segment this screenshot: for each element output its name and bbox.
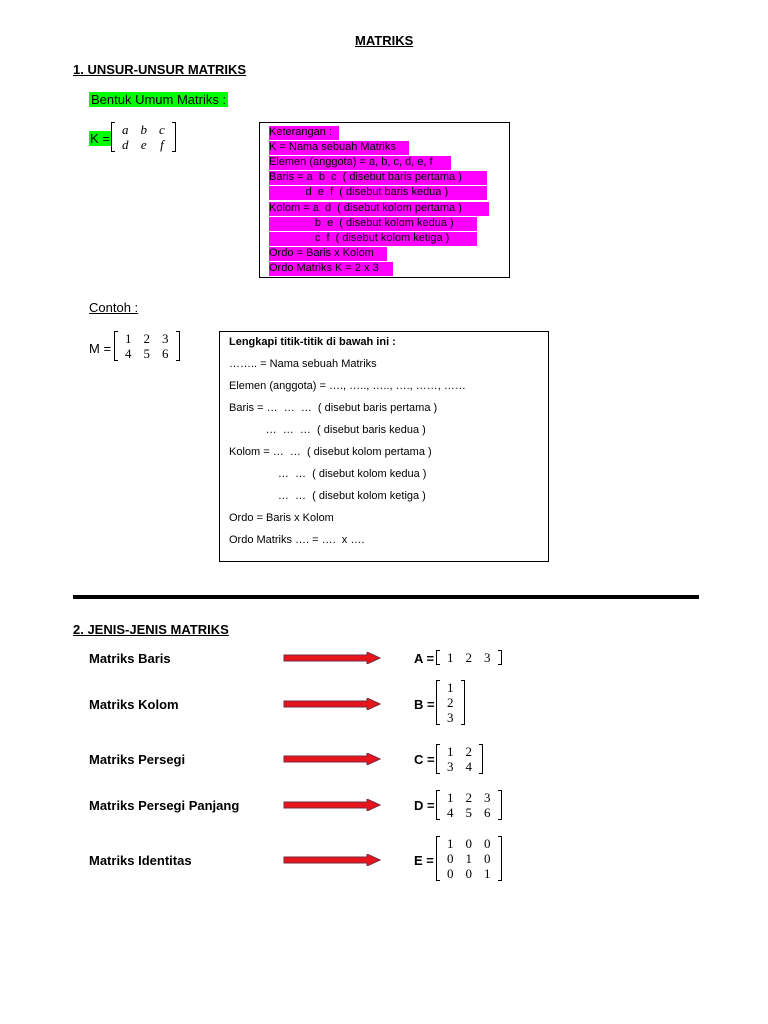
lengkapi-line: … … ( disebut kolom ketiga ) bbox=[229, 490, 426, 502]
jenis-matrix bbox=[436, 680, 465, 725]
matrix-cell: 2 bbox=[465, 790, 472, 805]
matrix-cell: 3 bbox=[447, 759, 454, 774]
section1-heading: 1. UNSUR-UNSUR MATRIKS bbox=[73, 62, 247, 77]
keterangan-line: d e f ( disebut baris kedua ) bbox=[269, 186, 487, 200]
matrix-cell: 3 bbox=[162, 331, 169, 346]
matrix-cell: 1 bbox=[484, 866, 491, 881]
jenis-eq-label: B = bbox=[414, 697, 435, 712]
matrix-cell: 4 bbox=[447, 805, 454, 820]
jenis-matrix bbox=[436, 650, 502, 665]
lengkapi-line: … … … ( disebut baris kedua ) bbox=[229, 424, 426, 436]
matrix-cell: 2 bbox=[465, 650, 472, 665]
jenis-matrix bbox=[436, 790, 502, 820]
section2-heading: 2. JENIS-JENIS MATRIKS bbox=[73, 622, 229, 637]
m-label: M = bbox=[89, 341, 112, 356]
m-matrix bbox=[114, 331, 180, 361]
matrix-cell: 1 bbox=[447, 650, 454, 665]
matrix-cell: 0 bbox=[447, 866, 454, 881]
k-matrix bbox=[111, 122, 176, 152]
lengkapi-line: Elemen (anggota) = …., ….., ….., …., ……, …… bbox=[229, 380, 466, 392]
matrix-cell: b bbox=[140, 122, 147, 137]
matrix-cell: 4 bbox=[465, 759, 472, 774]
matrix-cell: 1 bbox=[447, 680, 454, 695]
lengkapi-title: Lengkapi titik-titik di bawah ini : bbox=[229, 336, 396, 348]
arrow-right-icon bbox=[283, 698, 381, 710]
bentuk-umum-label: Bentuk Umum Matriks : bbox=[91, 92, 227, 107]
matrix-cell: 1 bbox=[447, 836, 454, 851]
jenis-eq-label: D = bbox=[414, 798, 435, 813]
jenis-label: Matriks Identitas bbox=[89, 853, 192, 868]
jenis-eq-label: A = bbox=[414, 651, 435, 666]
matrix-cell: 1 bbox=[447, 744, 454, 759]
arrow-right-icon bbox=[283, 652, 381, 664]
matrix-cell: 3 bbox=[447, 710, 454, 725]
arrow-right-icon bbox=[283, 854, 381, 866]
matrix-cell: 1 bbox=[465, 851, 472, 866]
matrix-cell: 1 bbox=[447, 790, 454, 805]
matrix-cell: 0 bbox=[465, 866, 472, 881]
arrow-right-icon bbox=[283, 753, 381, 765]
matrix-cell: d bbox=[122, 137, 129, 152]
matrix-cell: 6 bbox=[484, 805, 491, 820]
jenis-matrix bbox=[436, 836, 502, 881]
matrix-cell: 0 bbox=[447, 851, 454, 866]
keterangan-line: Elemen (anggota) = a, b, c, d, e, f bbox=[269, 156, 451, 170]
jenis-matrix bbox=[436, 744, 483, 774]
lengkapi-line: Ordo Matriks …. = …. x …. bbox=[229, 534, 365, 546]
jenis-label: Matriks Persegi Panjang bbox=[89, 798, 240, 813]
keterangan-line: b e ( disebut kolom kedua ) bbox=[269, 217, 477, 231]
lengkapi-line: Ordo = Baris x Kolom bbox=[229, 512, 334, 524]
jenis-label: Matriks Persegi bbox=[89, 752, 186, 767]
jenis-eq-label: E = bbox=[414, 853, 434, 868]
matrix-cell: 4 bbox=[125, 346, 132, 361]
jenis-label: Matriks Baris bbox=[89, 651, 171, 666]
page-title: MATRIKS bbox=[355, 33, 414, 48]
jenis-label: Matriks Kolom bbox=[89, 697, 179, 712]
jenis-eq-label: C = bbox=[414, 752, 435, 767]
arrow-right-icon bbox=[283, 799, 381, 811]
section-divider bbox=[73, 595, 699, 599]
matrix-cell: a bbox=[122, 122, 129, 137]
matrix-cell: e bbox=[140, 137, 147, 152]
matrix-cell: f bbox=[160, 137, 164, 152]
matrix-cell: 0 bbox=[484, 836, 491, 851]
matrix-cell: 5 bbox=[143, 346, 150, 361]
lengkapi-line: …….. = Nama sebuah Matriks bbox=[229, 358, 377, 370]
contoh-label: Contoh : bbox=[89, 300, 139, 315]
matrix-cell: 6 bbox=[162, 346, 169, 361]
lengkapi-line: … … ( disebut kolom kedua ) bbox=[229, 468, 427, 480]
lengkapi-line: Kolom = … … ( disebut kolom pertama ) bbox=[229, 446, 432, 458]
matrix-cell: 3 bbox=[484, 790, 491, 805]
matrix-cell: 2 bbox=[465, 744, 472, 759]
k-label: K = bbox=[90, 131, 110, 146]
lengkapi-line: Baris = … … … ( disebut baris pertama ) bbox=[229, 402, 438, 414]
keterangan-line: Ordo Matriks K = 2 x 3 bbox=[269, 262, 393, 276]
matrix-cell: 2 bbox=[447, 695, 454, 710]
keterangan-line: Baris = a b c ( disebut baris pertama ) bbox=[269, 171, 487, 185]
matrix-cell: 2 bbox=[143, 331, 150, 346]
keterangan-line: Ordo = Baris x Kolom bbox=[269, 247, 387, 261]
matrix-cell: 1 bbox=[125, 331, 132, 346]
matrix-cell: 0 bbox=[484, 851, 491, 866]
matrix-cell: 0 bbox=[465, 836, 472, 851]
matrix-cell: c bbox=[159, 122, 165, 137]
keterangan-line: K = Nama sebuah Matriks bbox=[269, 141, 409, 155]
keterangan-line: Kolom = a d ( disebut kolom pertama ) bbox=[269, 202, 489, 216]
keterangan-line: Keterangan : bbox=[269, 126, 339, 140]
keterangan-line: c f ( disebut kolom ketiga ) bbox=[269, 232, 477, 246]
matrix-cell: 5 bbox=[465, 805, 472, 820]
matrix-cell: 3 bbox=[484, 650, 491, 665]
